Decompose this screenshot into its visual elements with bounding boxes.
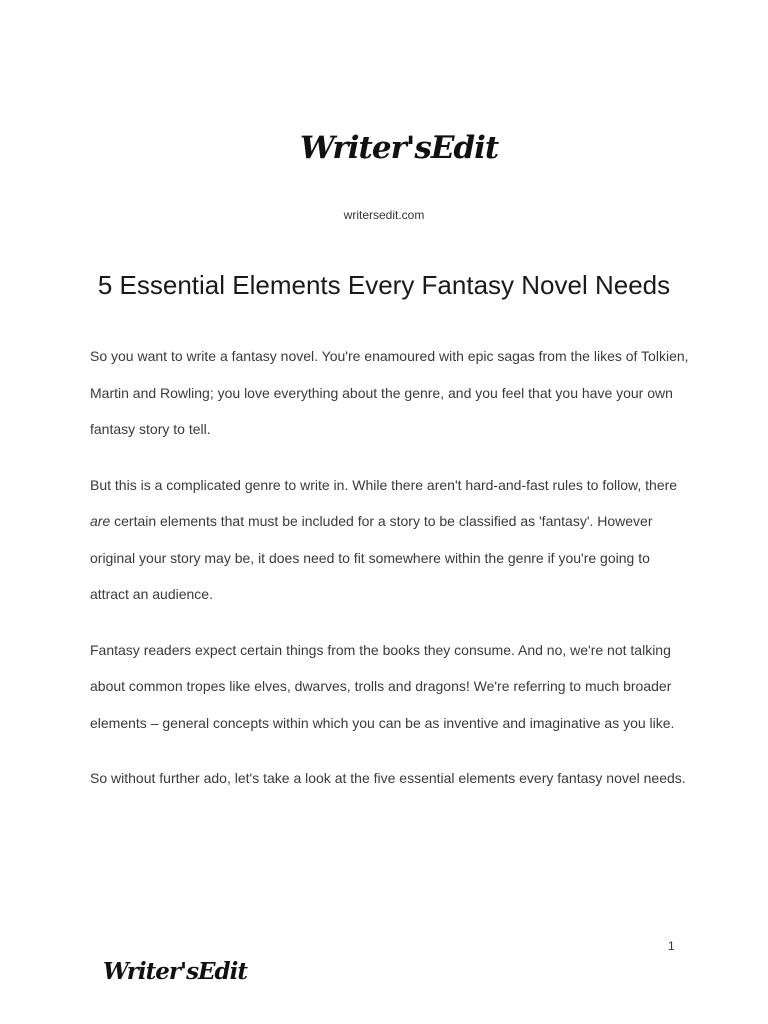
- writers-edit-footer-logo: Writer'sEdit: [103, 958, 247, 985]
- paragraph-genre-text-end: certain elements that must be included for a story to be classified as 'fantasy'. However original your story may be, it does need to fit somewhere within the genre if you're going to attract an audience.: [90, 513, 653, 602]
- paragraph-closing: So without further ado, let's take a look at the five essential elements every fantasy novel needs.: [90, 770, 686, 786]
- paragraph-genre-emphasis: are: [90, 513, 111, 529]
- paragraph-genre: [90, 467, 690, 613]
- writers-edit-logo: Writer'sEdit: [300, 130, 499, 166]
- paragraph-readers: Fantasy readers expect certain things from the books they consume. And no, we're not talking about common tropes like elves, dwarves, trolls and dragons! We're referring to much broader elements – general concepts within which you can be as inventive and imaginative as you like.: [90, 641, 675, 731]
- page-number: 1: [668, 939, 675, 953]
- document-body: [90, 338, 690, 816]
- site-url: writersedit.com: [343, 208, 425, 222]
- paragraph-intro: So you want to write a fantasy novel. You're enamoured with epic sagas from the likes of Tolkien, Martin and Rowling; you love everything about the genre, and you feel that you have your own fantasy story to tell.: [90, 348, 689, 437]
- document-title: 5 Essential Elements Every Fantasy Novel Needs: [97, 270, 671, 300]
- paragraph-genre-text-start: But this is a complicated genre to write in. While there aren't hard-and-fast rules to follow, there: [90, 476, 678, 493]
